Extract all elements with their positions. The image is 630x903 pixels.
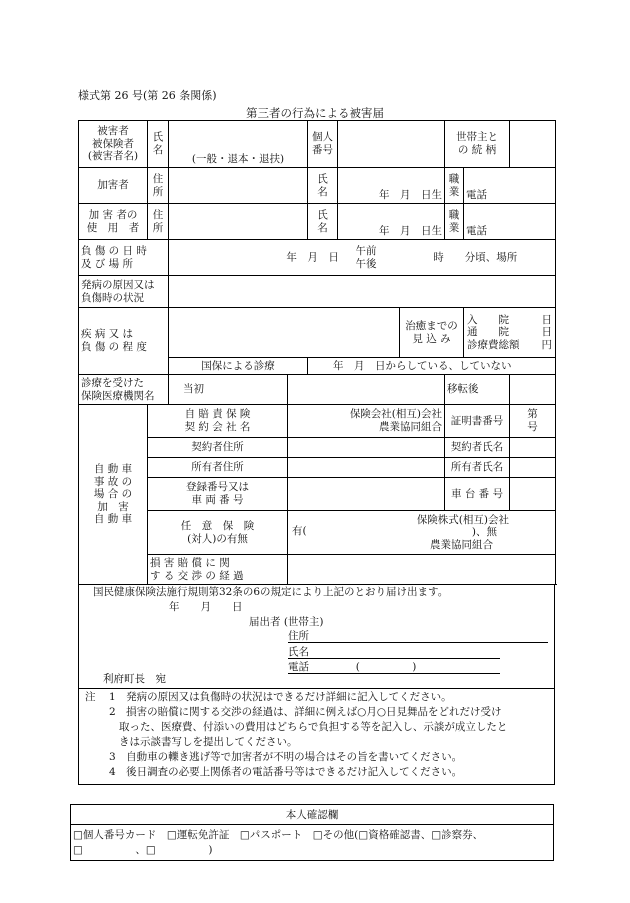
liability-row (79, 405, 556, 438)
perpetrator-address-field[interactable] (169, 168, 308, 204)
notes-box (78, 688, 555, 785)
declaration-date[interactable]: 年 月 日 (169, 601, 243, 613)
employer-row (79, 204, 556, 240)
note-item: 取った、医療費、付添いの費用はどちらで負担する等を記入し、示談が成立したと (119, 721, 508, 733)
owner-address-label: 所有者住所 (148, 458, 288, 478)
voluntary-field[interactable]: 有( 保険株式(相互)会社 )、無 農業協同組合 (288, 511, 556, 555)
identity-header: 本人確認欄 (71, 805, 553, 825)
insurance-category: (一般・退本・退扶) (191, 153, 285, 166)
contractor-name-field[interactable] (510, 438, 556, 458)
perpetrator-occupation-label: 職 業 (445, 168, 464, 204)
declaration-box (78, 584, 555, 689)
institution-label: 診療を受けた 保険医療機関名 (79, 375, 169, 405)
individual-number-label: 個人 番号 (308, 121, 338, 168)
notes-prefix: 注 (85, 691, 96, 703)
note-item: 4 後日調査の必要上関係者の電話番号等はできるだけ記入してください。 (109, 766, 463, 778)
negotiation-row (79, 555, 556, 585)
form-title: 第三者の行為による被害届 (246, 106, 384, 120)
victim-label: 被害者 被保険者 (被害者名) (79, 121, 148, 168)
liability-label: 自 賠 責 保 険 契 約 会 社 名 (148, 405, 288, 438)
notifier-label: 届出者 (世帯主) (249, 616, 324, 628)
hospital-line: 入 院 日 (467, 313, 553, 326)
employer-birth[interactable]: 年 月 日生 (338, 204, 445, 240)
relation-label: 世帯主と の 続 柄 (445, 121, 510, 168)
voluntary-row (79, 511, 556, 555)
institution-transfer-field[interactable] (510, 375, 556, 405)
injury-datetime-row (79, 240, 556, 276)
employer-occupation-label: 職 業 (445, 204, 464, 240)
contractor-address-field[interactable] (288, 438, 445, 458)
contractor-address-label: 契約者住所 (148, 438, 288, 458)
voluntary-label: 任 意 保 険 (対人)の有無 (148, 511, 288, 555)
perpetrator-label: 加害者 (79, 168, 148, 204)
report-table (78, 120, 559, 585)
severity-field[interactable] (169, 308, 400, 358)
employer-label: 加 害 者の 使 用 者 (79, 204, 148, 240)
individual-number-field[interactable] (338, 121, 445, 168)
cause-label: 発病の原因又は 負傷時の状況 (79, 276, 169, 308)
contractor-name-label: 契約者氏名 (445, 438, 510, 458)
chassis-label: 車 台 番 号 (445, 478, 510, 511)
owner-name-field[interactable] (510, 458, 556, 478)
perpetrator-address-label: 住 所 (148, 168, 169, 204)
outpatient-line: 通 院 日 (467, 326, 553, 339)
injury-datetime-field[interactable]: 年 月 日 午前 午後 時 分頃、場所 (169, 240, 556, 276)
perpetrator-name-label: 氏 名 (308, 168, 338, 204)
nhi-field[interactable]: 年 月 日からしている、していない (308, 358, 556, 375)
victim-name-label: 氏 名 (148, 121, 169, 168)
cause-row (79, 276, 556, 308)
owner-name-label: 所有者氏名 (445, 458, 510, 478)
victim-name-field[interactable] (169, 121, 308, 168)
registration-label: 登録番号又は 車 両 番 号 (148, 478, 288, 511)
certificate-value[interactable]: 第 号 (510, 405, 556, 438)
severity-row (79, 308, 556, 358)
total-cost-line: 診療費総額 円 (467, 338, 553, 351)
form-number: 様式第 26 号(第 26 条関係) (78, 89, 217, 102)
institution-first-field[interactable] (288, 375, 445, 405)
institution-transfer[interactable]: 移転後 (445, 375, 510, 405)
cause-field[interactable] (169, 276, 556, 308)
negotiation-label: 損 害 賠 償 に 関 す る 交 渉 の 経 過 (148, 555, 288, 585)
note-item: 1 発病の原因又は負傷時の状況はできるだけ詳細に記入してください。 (109, 691, 452, 703)
contractor-row (79, 438, 556, 458)
recovery-field[interactable] (464, 308, 556, 358)
institution-row (79, 375, 556, 405)
identity-verification-box (70, 804, 554, 861)
employer-address-field[interactable] (169, 204, 308, 240)
employer-phone[interactable]: 電話 (464, 204, 556, 240)
employer-address-label: 住 所 (148, 204, 169, 240)
severity-label: 疾 病 又 は 負 傷 の 程 度 (79, 308, 169, 375)
perpetrator-row (79, 168, 556, 204)
notifier-address[interactable]: 住所 (288, 630, 548, 643)
identity-line-1[interactable]: □個人番号カード □運転免許証 □パスポート □その他(□資格確認書、□診察券、 (73, 829, 484, 841)
certificate-label: 証明書番号 (445, 405, 510, 438)
notifier-name[interactable]: 氏名 (288, 646, 500, 659)
note-item: 3 自動車の轢き逃げ等で加害者が不明の場合はその旨を書いてください。 (109, 751, 463, 763)
declaration-statement: 国民健康保険法施行規則第32条の6の規定により上記のとおり届け出ます。 (93, 586, 449, 598)
note-item: きは示談書写しを提出してください。 (119, 736, 298, 748)
registration-row (79, 478, 556, 511)
note-item: 2 損害の賠償に関する交渉の経過は、詳細に例えば○月○日見舞品をどれだけ受け (109, 706, 502, 718)
institution-first[interactable]: 当初 (169, 375, 288, 405)
employer-name-label: 氏 名 (308, 204, 338, 240)
chassis-field[interactable] (510, 478, 556, 511)
auto-accident-label: 自 動 車 事 故 の 場 合 の 加 害 自 動 車 (79, 405, 148, 585)
perpetrator-birth[interactable]: 年 月 日生 (338, 168, 445, 204)
registration-field[interactable] (288, 478, 445, 511)
victim-row (79, 121, 556, 168)
identity-line-2[interactable]: □ 、□ ) (73, 844, 213, 856)
nhi-label: 国保による診療 (169, 358, 308, 375)
addressee: 利府町長 宛 (103, 673, 166, 685)
notifier-phone[interactable]: 電話 ( ) (288, 661, 500, 674)
relation-field[interactable] (510, 121, 556, 168)
owner-address-field[interactable] (288, 458, 445, 478)
injury-datetime-label: 負 傷 の 日 時 及 び 場 所 (79, 240, 169, 276)
negotiation-field[interactable] (288, 555, 556, 585)
liability-company[interactable]: 保険会社(相互)会社 農業協同組合 (288, 405, 445, 438)
perpetrator-phone[interactable]: 電話 (464, 168, 556, 204)
recovery-label: 治癒までの 見 込 み (400, 308, 464, 358)
owner-row (79, 458, 556, 478)
